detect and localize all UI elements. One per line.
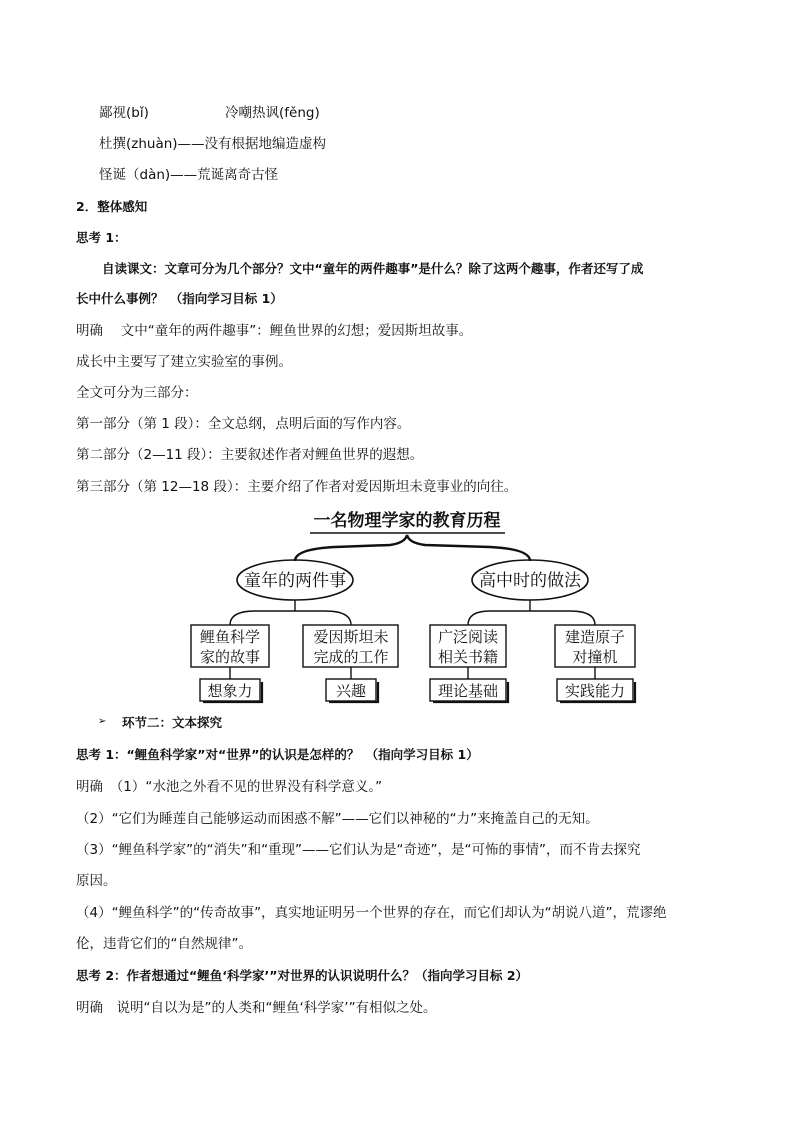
svg-text:实践能力: 实践能力: [564, 682, 626, 700]
answer-text: 第三部分（第 12—18 段）：主要介绍了作者对爱因斯坦未竟事业的向往。: [76, 479, 518, 495]
leaf-node: [303, 625, 398, 667]
vocab-item: 鄙视(bǐ): [99, 105, 149, 121]
answer-text: 全文可分为三部分：: [76, 385, 198, 401]
leaf-node: [191, 625, 269, 667]
answer-text: 明确 文中“童年的两件趣事”：鲤鱼世界的幻想；爱因斯坦故事。: [76, 323, 473, 339]
vocab-item: 杜撰(zhuàn)——没有根据地编造虚构: [99, 136, 327, 152]
question-text: 长中什么事例？ （指向学习目标 1）: [76, 291, 283, 306]
answer-text: 明确 （1）“水池之外看不见的世界没有科学意义。”: [76, 779, 383, 795]
branch-label-left: 童年的两件事: [244, 571, 346, 591]
svg-text:爱因斯坦未: 爱因斯坦未: [313, 628, 389, 646]
svg-text:建造原子: 建造原子: [564, 628, 626, 646]
vocab-item: 怪诞（dàn)——荒诞离奇古怪: [99, 167, 279, 183]
svg-text:鲤鱼科学: 鲤鱼科学: [199, 628, 261, 646]
answer-text: 明确 说明“自以为是”的人类和“鲤鱼‘科学家’”有相似之处。: [76, 1000, 437, 1016]
answer-text: 成长中主要写了建立实验室的事例。: [76, 354, 292, 370]
branch-label-right: 高中时的做法: [479, 571, 581, 591]
svg-text:兴趣: 兴趣: [335, 682, 367, 700]
think-label: 思考 1：: [76, 230, 127, 245]
answer-text: 第二部分（2—11 段）：主要叙述作者对鲤鱼世界的遐想。: [76, 447, 424, 463]
svg-text:对撞机: 对撞机: [572, 648, 618, 666]
bullet-icon: ➢: [98, 716, 107, 727]
question-text: 思考 2：作者想通过“鲤鱼‘科学家’”对世界的认识说明什么？（指向学习目标 2）: [76, 968, 529, 983]
branch-brace: [295, 535, 530, 561]
svg-text:完成的工作: 完成的工作: [313, 648, 389, 666]
answer-text: （3）“鲤鱼科学家”的“消失”和“重现”——它们认为是“奇迹”，是“可怖的事情”，而不肯去探究: [76, 842, 641, 858]
answer-text: 第一部分（第 1 段）：全文总纲，点明后面的写作内容。: [76, 416, 411, 432]
result-node: [326, 679, 378, 702]
result-node: [430, 679, 508, 702]
section-heading: 环节二：文本探究: [122, 715, 223, 730]
leaf-node: [555, 625, 635, 667]
answer-text: 原因。: [76, 873, 117, 889]
leaf-node: [430, 625, 506, 667]
answer-text: （2）“它们为睡莲自己能够运动而困惑不解”——它们以神秘的“力”来掩盖自己的无知。: [76, 811, 599, 827]
result-node: [200, 679, 262, 702]
education-diagram: [185, 505, 645, 705]
answer-text: 伦，违背它们的“自然规律”。: [76, 936, 252, 952]
svg-text:想象力: 想象力: [207, 682, 253, 700]
svg-text:家的故事: 家的故事: [199, 648, 261, 666]
question-text: 思考 1：“鲤鱼科学家”对“世界”的认识是怎样的？ （指向学习目标 1）: [76, 747, 479, 762]
section-heading: 2．整体感知: [76, 199, 148, 214]
svg-text:广泛阅读: 广泛阅读: [437, 628, 499, 646]
svg-text:相关书籍: 相关书籍: [437, 648, 499, 666]
result-node: [557, 679, 635, 702]
answer-text: （4）“鲤鱼科学”的“传奇故事”，真实地证明另一个世界的存在，而它们却认为“胡说八道”，荒谬绝: [76, 905, 667, 921]
vocab-item: 冷嘲热讽(fěng): [225, 105, 320, 121]
question-text: 自读课文：文章可分为几个部分？文中“童年的两件趣事”是什么？除了这两个趣事，作者还写了成: [102, 261, 644, 276]
diagram-title: 一名物理学家的教育历程: [313, 511, 501, 531]
svg-text:理论基础: 理论基础: [437, 682, 499, 700]
